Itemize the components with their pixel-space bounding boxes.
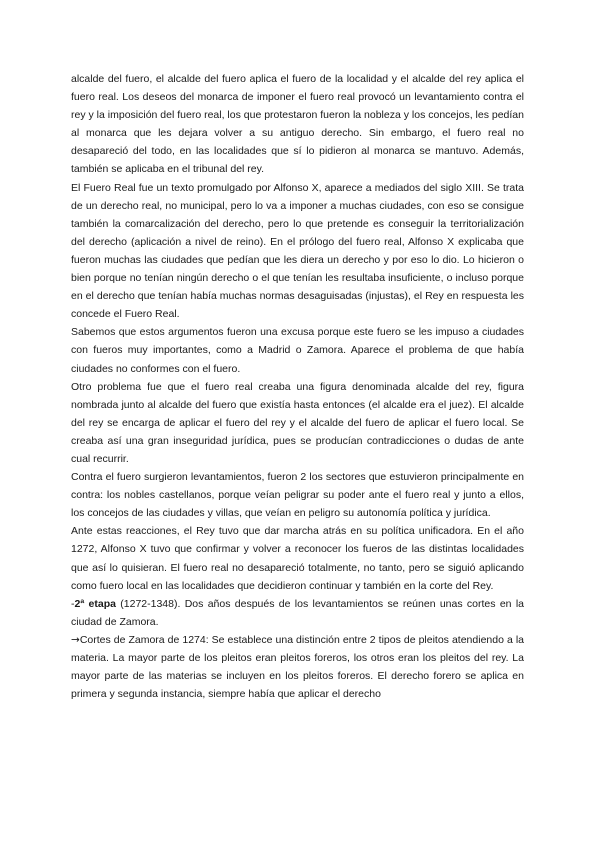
stage-prefix: - [71,597,75,610]
paragraph-alcalde-del-rey: Otro problema fue que el fuero real creaba una figura denominada alcalde del rey, figura nombrada junto al alcalde del fuero que existía hasta entonces (el alcalde era el juez). El alcalde del rey se encarga de aplicar el fuero del rey y el alcalde del fuero de aplicar el fuero local. Se creaba así una gran inseguridad jurídica, pues se producían contradicciones o dudas de ante cual recurrir. [71,380,524,465]
paragraph-arguments-excuse: Sabemos que estos argumentos fueron una excusa porque este fuero se les impuso a ciudades con fueros muy importantes, como a Madrid o Zamora. Aparece el problema de que había ciudades no conformes con el fuero. [71,326,524,375]
arrow-right-icon: → [71,633,80,646]
cortes-text: Cortes de Zamora de 1274: Se establece una distinción entre 2 tipos de pleitos atendiendo a la materia. La mayor parte de los pleitos eran pleitos foreros, los otros eran los pleitos del rey. La mayor parte de las materias se incluyen en los pleitos foreros. El derecho forero se aplica en primera y segunda instancia, siempre había que aplicar el derecho [71,633,524,701]
stage-text: (1272-1348). Dos años después de los levantamientos se reúnen unas cortes en la ciudad de Zamora. [71,597,524,628]
stage-label: 2ª etapa [74,597,116,610]
paragraph-fuero-continuation: alcalde del fuero, el alcalde del fuero aplica el fuero de la localidad y el alcalde del rey aplica el fuero real. Los deseos del monarca de imponer el fuero real provocó un levantamiento contra el rey y la imposición del fuero real, los que protestaron fueron la nobleza y los concejos, les pedían al monarca que les dejara volver a su antiguo derecho. Sin embargo, el fuero real no desapareció del todo, en las localidades que sí lo pidieron al monarca se mantuvo. Además, también se aplicaba en el tribunal del rey. [71,73,524,176]
paragraph-uprisings: Contra el fuero surgieron levantamientos, fueron 2 los sectores que estuvieron principalmente en contra: los nobles castellanos, porque veían peligrar su poder ante el fuero real y junto a ellos, los concejos de las ciudades y villas, que veían en peligro su autonomía política y jurídica. [71,471,524,520]
paragraph-rey-reaction: Ante estas reacciones, el Rey tuvo que dar marcha atrás en su política unificadora. En el año 1272, Alfonso X tuvo que confirmar y volver a reconocer los fueros de las distintas localidades que así lo quisieran. El fuero real no desapareció totalmente, no tanto, pero se siguió aplicando como fuero local en las localidades que decidieron continuar y también en la corte del Rey. [71,525,524,592]
paragraph-fuero-real-origin: El Fuero Real fue un texto promulgado por Alfonso X, aparece a mediados del siglo XIII. Se trata de un derecho real, no municipal, pero lo va a imponer a muchas ciudades, con eso se consigue también la comarcalización del derecho, pero lo que pretende es conseguir la territorialización del derecho (aplicación a nivel de reino). En el prólogo del fuero real, Alfonso X explicaba que fueron muchas las ciudades que pedían que les diera un derecho y por eso lo dio. Lo hicieron o bien porque no tenían ningún derecho o el que tenían les resultaba insuficiente, o incluso porque en el derecho que tenían había muchas normas desaguisadas (injustas), el Rey en respuesta les concede el Fuero Real. [71,181,524,321]
paragraph-cortes-zamora [71,631,524,703]
paragraph-second-stage [71,595,524,631]
